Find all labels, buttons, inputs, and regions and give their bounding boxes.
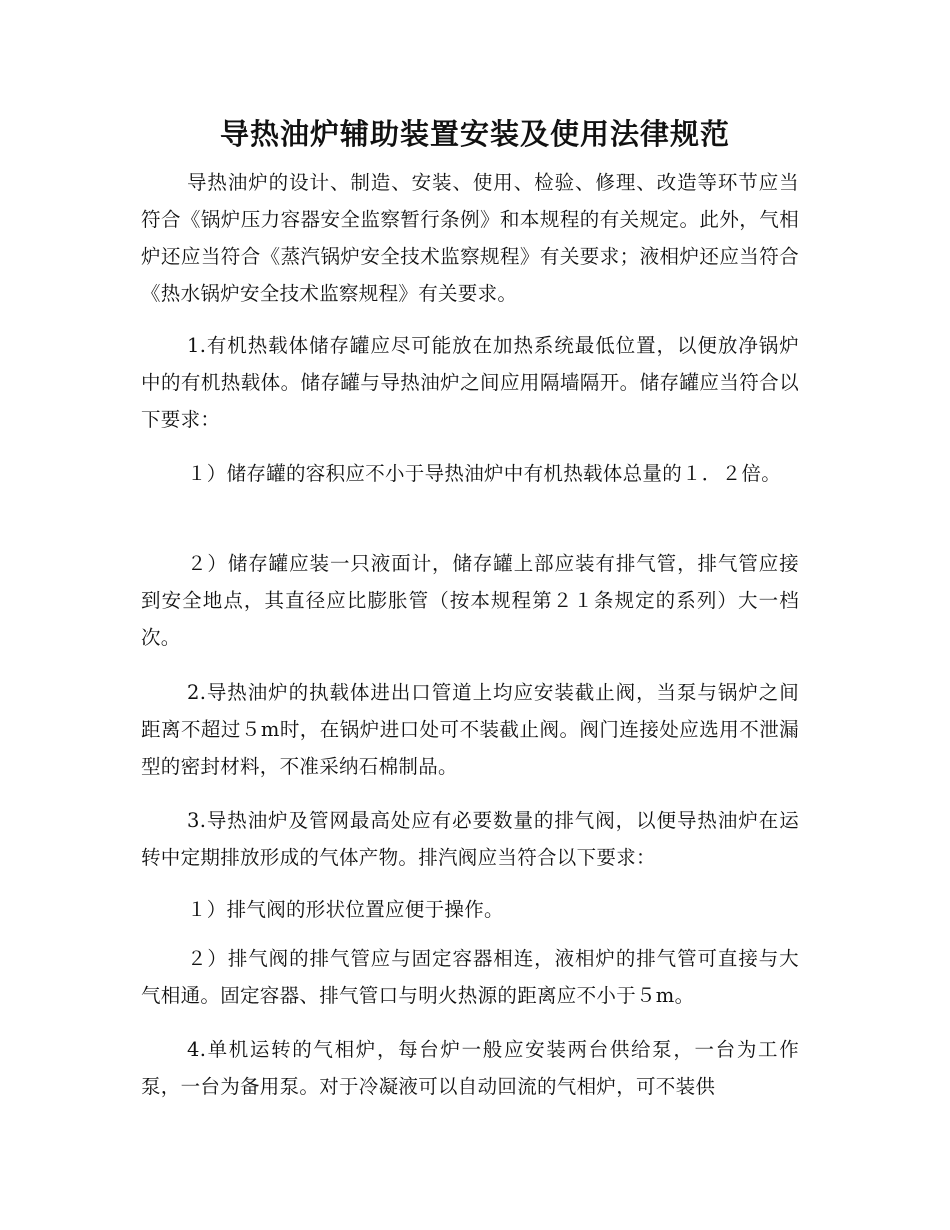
paragraph-item-1-sub-2: ２）储存罐应装一只液面计，储存罐上部应装有排气管，排气管应接到安全地点，其直径应比膨胀管（按本规程第２１条规定的系列）大一档次。 xyxy=(141,552,799,649)
paragraph-item-1: 1.有机热载体储存罐应尽可能放在加热系统最低位置，以便放净锅炉中的有机热载体。储存罐与导热油炉之间应用隔墙隔开。储存罐应当符合以下要求： xyxy=(141,334,799,431)
paragraph-item-2: 2.导热油炉的执载体进出口管道上均应安装截止阀，当泵与锅炉之间距离不超过５m时，在锅炉进口处可不装截止阀。阀门连接处应选用不泄漏型的密封材料，不准采纳石棉制品。 xyxy=(141,681,799,778)
paragraph-item-3-sub-1: １）排气阀的形状位置应便于操作。 xyxy=(187,898,504,921)
paragraph-item-3-sub-2: ２）排气阀的排气管应与固定容器相连，液相炉的排气管可直接与大气相通。固定容器、排气管口与明火热源的距离应不小于５m。 xyxy=(141,947,799,1007)
paragraph-intro: 导热油炉的设计、制造、安装、使用、检验、修理、改造等环节应当符合《锅炉压力容器安全监察暂行条例》和本规程的有关规定。此外，气相炉还应当符合《蒸汽锅炉安全技术监察规程》有关要求；液相炉还应当符合《热水锅炉安全技术监察规程》有关要求。 xyxy=(141,171,799,305)
document-title: 导热油炉辅助装置安装及使用法律规范 xyxy=(219,117,730,151)
paragraph-item-3: 3.导热油炉及管网最高处应有必要数量的排气阀，以便导热油炉在运转中定期排放形成的气体产物。排汽阀应当符合以下要求： xyxy=(141,809,799,869)
paragraph-item-1-sub-1: １）储存罐的容积应不小于导热油炉中有机热载体总量的１．２倍。 xyxy=(187,462,782,485)
paragraph-item-4: 4.单机运转的气相炉，每台炉一般应安装两台供给泵，一台为工作泵，一台为备用泵。对于冷凝液可以自动回流的气相炉，可不装供 xyxy=(141,1038,799,1098)
